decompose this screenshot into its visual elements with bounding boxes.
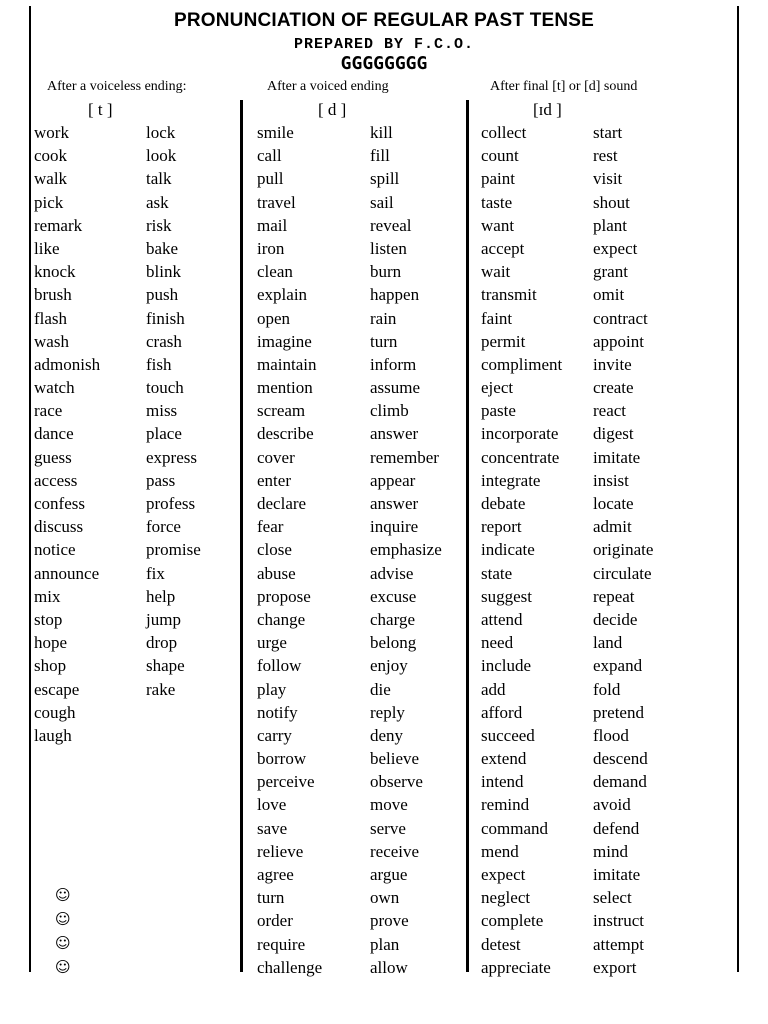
word-item: mail xyxy=(257,215,288,235)
word-item: flash xyxy=(34,308,68,328)
word-item: cover xyxy=(257,447,295,467)
column-divider xyxy=(240,100,243,972)
word-item: neglect xyxy=(481,888,531,908)
word-item: remember xyxy=(370,447,439,467)
word-item: laugh xyxy=(34,725,72,745)
word-item: challenge xyxy=(257,957,323,977)
word-item: blink xyxy=(146,262,181,282)
page-border-right xyxy=(737,6,739,972)
word-item: fish xyxy=(146,354,172,374)
word-item: compliment xyxy=(481,354,563,374)
word-item: describe xyxy=(257,424,314,444)
word-item: notice xyxy=(34,540,76,560)
word-item: love xyxy=(257,795,287,815)
word-item: drop xyxy=(146,633,178,653)
smiley-icon: ☺ xyxy=(55,886,71,904)
word-item: borrow xyxy=(257,749,307,769)
word-item: open xyxy=(257,308,291,328)
word-item: circulate xyxy=(593,563,652,583)
word-item: express xyxy=(146,447,197,467)
word-item: state xyxy=(481,563,513,583)
word-item: paste xyxy=(481,401,516,421)
word-item: admonish xyxy=(34,354,101,374)
word-item: maintain xyxy=(257,354,317,374)
word-item: remind xyxy=(481,795,530,815)
word-item: like xyxy=(34,238,60,258)
page-title: PRONUNCIATION OF REGULAR PAST TENSE xyxy=(173,10,595,31)
word-item: permit xyxy=(481,331,526,351)
word-item: climb xyxy=(370,401,409,421)
word-item: rain xyxy=(370,308,397,328)
word-item: rake xyxy=(146,679,176,699)
word-item: select xyxy=(593,888,632,908)
word-item: indicate xyxy=(481,540,535,560)
word-item: jump xyxy=(146,609,181,629)
word-item: access xyxy=(34,470,78,490)
word-item: taste xyxy=(481,192,513,212)
word-item: pretend xyxy=(593,702,644,722)
word-item: touch xyxy=(146,378,184,398)
word-item: bake xyxy=(146,238,179,258)
word-item: defend xyxy=(593,818,640,838)
word-item: walk xyxy=(34,169,68,189)
id-words-right xyxy=(593,121,653,979)
word-item: move xyxy=(370,795,408,815)
word-item: play xyxy=(257,679,287,699)
word-item: include xyxy=(481,656,532,676)
word-item: finish xyxy=(146,308,185,328)
word-item: relieve xyxy=(257,841,304,861)
word-item: imitate xyxy=(593,447,641,467)
word-item: repeat xyxy=(593,586,635,606)
word-item: require xyxy=(257,934,306,954)
id-words-left xyxy=(481,121,562,979)
word-item: pull xyxy=(257,169,284,189)
word-item: dance xyxy=(34,424,74,444)
word-item: mix xyxy=(34,586,61,606)
word-item: afford xyxy=(481,702,523,722)
word-item: advise xyxy=(370,563,414,583)
word-item: answer xyxy=(370,424,419,444)
word-item: smile xyxy=(257,123,294,142)
word-item: eject xyxy=(481,378,514,398)
word-item: insist xyxy=(593,470,629,490)
word-item: react xyxy=(593,401,627,421)
word-item: propose xyxy=(257,586,311,606)
word-item: assume xyxy=(370,378,421,398)
word-item: expect xyxy=(593,238,638,258)
smiley-icon: ☺ xyxy=(55,958,71,976)
word-item: shout xyxy=(593,192,630,212)
word-item: lock xyxy=(146,123,176,142)
word-item: observe xyxy=(370,772,423,792)
word-item: extend xyxy=(481,749,527,769)
word-item: die xyxy=(370,679,391,699)
word-item: ask xyxy=(146,192,169,212)
word-item: admit xyxy=(593,517,632,537)
word-item: place xyxy=(146,424,182,444)
word-item: answer xyxy=(370,494,419,513)
word-item: perceive xyxy=(257,772,315,792)
word-item: follow xyxy=(257,656,302,676)
voiced-words-left xyxy=(257,121,322,979)
voiceless-words-left xyxy=(34,121,100,747)
word-item: discuss xyxy=(34,517,84,537)
word-item: count xyxy=(481,146,519,166)
word-item: knock xyxy=(34,262,76,282)
word-item: remark xyxy=(34,215,83,235)
decorative-letters: GGGGGGGG xyxy=(340,53,428,74)
word-item: faint xyxy=(481,308,513,328)
t-sound-symbol: [ t ] xyxy=(88,100,113,119)
word-item: mind xyxy=(593,841,628,861)
word-item: emphasize xyxy=(370,540,442,560)
word-item: close xyxy=(257,540,292,560)
word-item: pick xyxy=(34,192,64,212)
word-item: inquire xyxy=(370,517,419,537)
word-item: declare xyxy=(257,494,307,513)
word-item: command xyxy=(481,818,549,838)
word-item: plant xyxy=(593,215,627,235)
word-item: inform xyxy=(370,354,417,374)
word-item: pass xyxy=(146,470,176,490)
word-item: originate xyxy=(593,540,654,560)
smiley-icon: ☺ xyxy=(55,910,71,928)
word-item: demand xyxy=(593,772,647,792)
word-item: argue xyxy=(370,865,408,884)
word-item: reveal xyxy=(370,215,412,235)
page-border-left xyxy=(29,6,31,972)
word-item: expect xyxy=(481,865,526,884)
word-item: mend xyxy=(481,841,519,861)
word-item: plan xyxy=(370,934,400,954)
word-item: export xyxy=(593,957,637,977)
word-item: help xyxy=(146,586,176,606)
word-item: promise xyxy=(146,540,201,560)
voiceless-heading: After a voiceless ending: xyxy=(47,79,187,94)
word-item: rest xyxy=(593,146,618,166)
word-item: burn xyxy=(370,262,402,282)
word-item: descend xyxy=(593,749,648,769)
word-item: collect xyxy=(481,123,527,142)
word-item: change xyxy=(257,609,306,629)
word-item: watch xyxy=(34,378,75,398)
word-item: avoid xyxy=(593,795,631,815)
word-item: explain xyxy=(257,285,308,305)
word-item: enter xyxy=(257,470,291,490)
voiced-heading: After a voiced ending xyxy=(267,79,389,94)
word-item: need xyxy=(481,633,514,653)
word-item: listen xyxy=(370,238,407,258)
word-item: hope xyxy=(34,633,68,653)
smiley-icon: ☺ xyxy=(55,934,71,952)
word-item: own xyxy=(370,888,400,908)
t-d-ending-heading: After final [t] or [d] sound xyxy=(490,79,638,94)
word-item: intend xyxy=(481,772,524,792)
word-item: confess xyxy=(34,494,85,513)
word-item: travel xyxy=(257,192,296,212)
word-item: talk xyxy=(146,169,172,189)
word-item: appreciate xyxy=(481,957,551,977)
word-item: prove xyxy=(370,911,409,931)
word-item: push xyxy=(146,285,179,305)
word-item: detest xyxy=(481,934,521,954)
word-item: call xyxy=(257,146,282,166)
word-item: instruct xyxy=(593,911,644,931)
word-item: omit xyxy=(593,285,625,305)
word-item: complete xyxy=(481,911,544,931)
word-item: wait xyxy=(481,262,511,282)
word-item: turn xyxy=(370,331,398,351)
word-item: agree xyxy=(257,865,294,884)
word-item: want xyxy=(481,215,515,235)
word-item: spill xyxy=(370,169,400,189)
word-item: land xyxy=(593,633,623,653)
word-item: look xyxy=(146,146,177,166)
word-item: visit xyxy=(593,169,623,189)
word-item: clean xyxy=(257,262,293,282)
word-item: transmit xyxy=(481,285,537,305)
word-item: iron xyxy=(257,238,285,258)
d-sound-symbol: [ d ] xyxy=(318,100,347,119)
word-item: serve xyxy=(370,818,406,838)
word-item: profess xyxy=(146,494,196,513)
word-item: imagine xyxy=(257,331,312,351)
word-item: succeed xyxy=(481,725,535,745)
word-item: fear xyxy=(257,517,284,537)
word-item: debate xyxy=(481,494,526,513)
word-item: report xyxy=(481,517,522,537)
word-item: race xyxy=(34,401,63,421)
word-item: turn xyxy=(257,888,285,908)
word-item: grant xyxy=(593,262,628,282)
word-item: cook xyxy=(34,146,68,166)
word-item: charge xyxy=(370,609,415,629)
voiced-words-right xyxy=(370,121,442,979)
word-item: allow xyxy=(370,957,408,977)
voiceless-words-right xyxy=(146,121,201,701)
word-item: abuse xyxy=(257,563,296,583)
word-item: attend xyxy=(481,609,523,629)
word-item: guess xyxy=(34,447,72,467)
word-item: risk xyxy=(146,215,172,235)
id-sound-symbol: [ɪd ] xyxy=(533,100,562,119)
word-item: shop xyxy=(34,656,67,676)
column-divider xyxy=(466,100,469,972)
author-line: PREPARED BY F.C.O. xyxy=(293,36,475,53)
word-item: wash xyxy=(34,331,69,351)
word-item: integrate xyxy=(481,470,541,490)
word-item: locate xyxy=(593,494,634,513)
word-item: force xyxy=(146,517,181,537)
word-item: deny xyxy=(370,725,404,745)
word-item: attempt xyxy=(593,934,644,954)
word-item: order xyxy=(257,911,293,931)
word-item: paint xyxy=(481,169,515,189)
word-item: enjoy xyxy=(370,656,408,676)
word-item: suggest xyxy=(481,586,532,606)
word-item: appear xyxy=(370,470,416,490)
word-item: sail xyxy=(370,192,394,212)
word-item: urge xyxy=(257,633,287,653)
word-item: mention xyxy=(257,378,313,398)
word-item: stop xyxy=(34,609,63,629)
word-item: imitate xyxy=(593,865,641,884)
word-item: save xyxy=(257,818,288,838)
word-item: crash xyxy=(146,331,182,351)
word-item: expand xyxy=(593,656,643,676)
word-item: announce xyxy=(34,563,100,583)
word-item: notify xyxy=(257,702,298,722)
word-item: accept xyxy=(481,238,525,258)
word-item: kill xyxy=(370,123,393,142)
word-item: start xyxy=(593,123,623,142)
word-item: cough xyxy=(34,702,76,722)
word-item: excuse xyxy=(370,586,417,606)
word-item: concentrate xyxy=(481,447,560,467)
word-item: create xyxy=(593,378,634,398)
word-item: fill xyxy=(370,146,390,166)
word-item: carry xyxy=(257,725,292,745)
word-item: receive xyxy=(370,841,420,861)
word-item: brush xyxy=(34,285,72,305)
word-item: fix xyxy=(146,563,165,583)
word-item: appoint xyxy=(593,331,644,351)
word-item: invite xyxy=(593,354,632,374)
word-item: work xyxy=(34,123,69,142)
word-item: belong xyxy=(370,633,417,653)
word-item: believe xyxy=(370,749,420,769)
word-item: digest xyxy=(593,424,634,444)
word-item: miss xyxy=(146,401,178,421)
word-item: incorporate xyxy=(481,424,559,444)
word-item: fold xyxy=(593,679,621,699)
word-item: decide xyxy=(593,609,638,629)
word-item: reply xyxy=(370,702,405,722)
word-item: add xyxy=(481,679,506,699)
word-item: escape xyxy=(34,679,80,699)
word-item: contract xyxy=(593,308,648,328)
word-item: scream xyxy=(257,401,306,421)
word-item: shape xyxy=(146,656,185,676)
word-item: flood xyxy=(593,725,629,745)
word-item: happen xyxy=(370,285,420,305)
smiley-list xyxy=(55,883,71,979)
